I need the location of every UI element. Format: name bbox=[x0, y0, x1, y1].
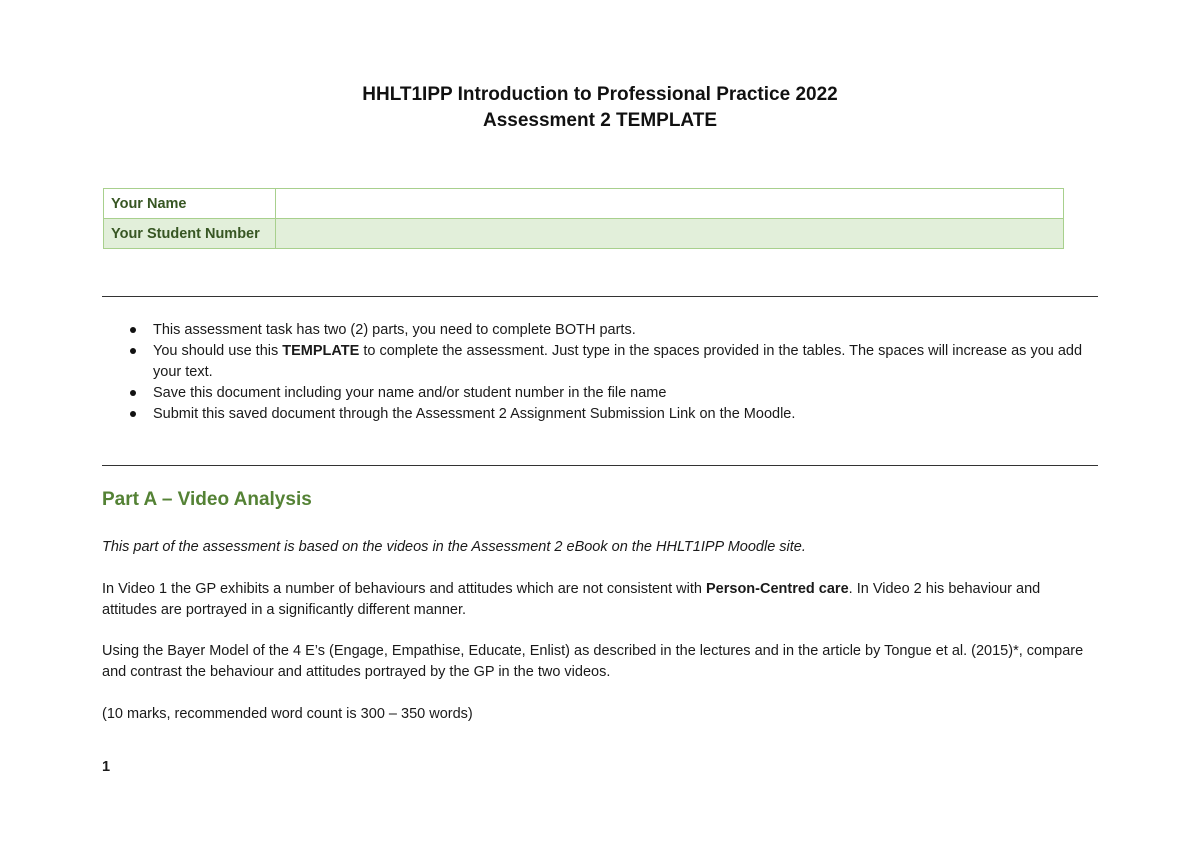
part-a-marks: (10 marks, recommended word count is 300 – 350 words) bbox=[102, 706, 473, 722]
part-a-paragraph: In Video 1 the GP exhibits a number of behaviours and attitudes which are not consistent with Person-Centred care. In Video 2 his behaviour and attitudes are portrayed in a significantly different manner. bbox=[102, 581, 1041, 618]
part-a-heading: Part A – Video Analysis bbox=[102, 489, 312, 510]
list-item: Submit this saved document through the Assessment 2 Assignment Submission Link on the Moodle. bbox=[153, 404, 1098, 425]
your-name-field[interactable] bbox=[276, 189, 1064, 219]
assessment-title: Assessment 2 TEMPLATE bbox=[482, 110, 718, 131]
part-a-intro: This part of the assessment is based on the videos in the Assessment 2 eBook on the HHLT1IPP Moodle site. bbox=[102, 539, 806, 555]
table-row bbox=[104, 189, 1064, 219]
student-details-table bbox=[103, 188, 1064, 249]
list-item: You should use this TEMPLATE to complete the assessment. Just type in the spaces provided in the tables. The spaces will increase as you add your text. bbox=[153, 341, 1098, 383]
course-title: HHLT1IPP Introduction to Professional Practice 2022 bbox=[362, 84, 838, 105]
list-item: This assessment task has two (2) parts, you need to complete BOTH parts. bbox=[153, 320, 1098, 341]
list-item: Save this document including your name and/or student number in the file name bbox=[153, 383, 1098, 404]
instructions-list bbox=[153, 320, 1098, 425]
horizontal-divider bbox=[102, 296, 1098, 297]
document-title bbox=[0, 82, 1200, 134]
student-number-field[interactable] bbox=[276, 219, 1064, 249]
table-row bbox=[104, 219, 1064, 249]
part-a-task: Using the Bayer Model of the 4 E’s (Engage, Empathise, Educate, Enlist) as described in the lectures and in the article by Tongue et al. (2015)*, compare and contrast the behaviour and attitudes portrayed by the GP in the two videos. bbox=[102, 643, 1084, 680]
your-name-label: Your Name bbox=[104, 189, 276, 219]
page-number: 1 bbox=[102, 759, 111, 775]
horizontal-divider bbox=[102, 465, 1098, 466]
student-number-label: Your Student Number bbox=[104, 219, 276, 249]
